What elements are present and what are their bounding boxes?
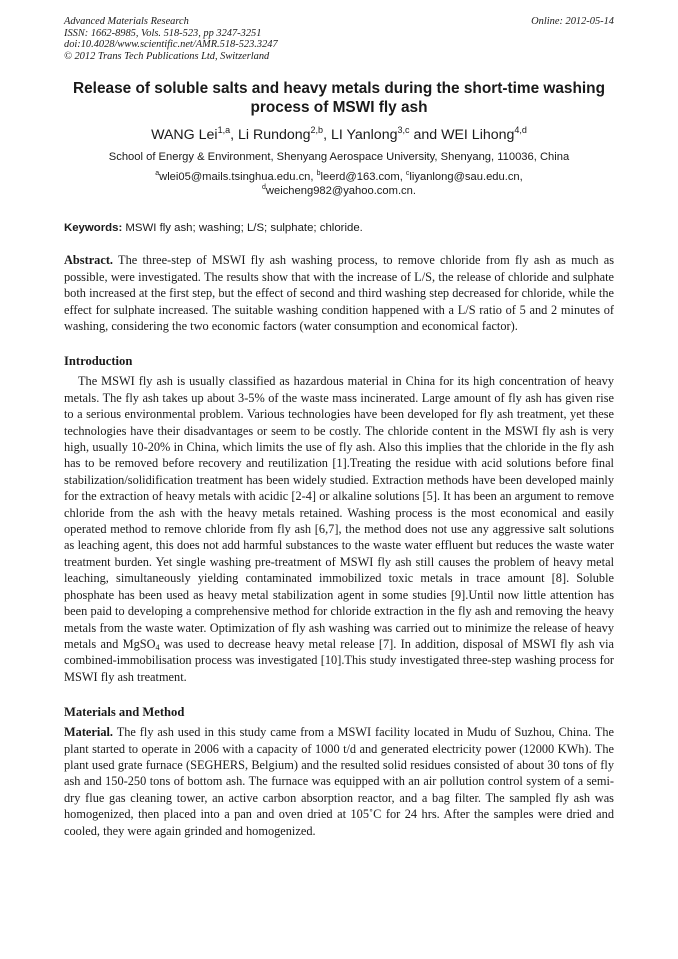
journal-header [64,16,614,62]
email-mark: c [405,170,410,178]
online-date: Online: 2012-05-14 [531,16,614,27]
email-separator: , [519,171,523,184]
author-name: WEI Lihong [441,127,515,144]
email-mark: a [155,170,160,178]
material-paragraph [64,724,614,839]
email-separator: , [310,171,317,184]
author-name: LI Yanlong [330,127,398,144]
abstract-text: The three-step of MSWI fly ash washing process, to remove chloride from fly ash as much as possible, were investigated. The results show that with the increase of L/S, the release of chloride and sulphate both increased at the first step, but the effect of second and third washing step decreased for chloride, while the effect for sulphate increased. The suitable washing condition happened with a L/S ratio of 5 and 2 minutes of washing, considering the two economic factors (water consumption and economical factor). [64,253,615,333]
email-line [64,170,614,184]
author-separator: and [409,127,442,144]
author-affiliation-mark: 4,d [514,125,527,136]
introduction-heading: Introduction [64,354,133,369]
email-link[interactable]: leerd@163.com [320,171,400,184]
journal-copyright: © 2012 Trans Tech Publications Ltd, Switzerland [64,50,270,62]
author-separator: , [230,127,238,144]
journal-name: Advanced Materials Research [64,16,189,27]
author-affiliation-mark: 1,a [217,125,231,136]
author-affiliation-mark: 2,b [310,125,324,136]
email-link[interactable]: liyanlong@sau.edu.cn [409,171,520,184]
email-mark: d [262,184,266,192]
author-name: Li Rundong [237,127,311,144]
email-list [64,170,614,198]
author-separator: , [323,127,331,144]
introduction-text-cont: was used to decrease heavy metal release [7]. In addition, disposal of MSWI fly ash via combined-immobilisation process was investigated [10].This study investigated three-step washing process for MSWI fly ash treatment. [64,636,614,684]
material-label: Material. [64,725,114,740]
journal-doi: doi:10.4028/www.scientific.net/AMR.518-523.3247 [64,39,278,51]
journal-issn: ISSN: 1662-8985, Vols. 518-523, pp 3247-3251 [64,27,262,39]
subscript: 4 [155,642,160,652]
introduction-paragraph [64,373,614,685]
email-link[interactable]: wlei05@mails.tsinghua.edu.cn [159,171,311,184]
author-affiliation-mark: 3,c [397,125,410,136]
abstract [64,252,614,334]
material-text: The fly ash used in this study came from a MSWI facility located in Mudu of Suzhou, China. The plant started to operate in 2006 with a capacity of 1000 t/d and generated electricity power (12000 KWh). The plant used grate furnace (SEGHERS, Belgium) and the resulted solid residues consisted of about 30 tons of fly ash and 150-250 tons of bottom ash. The furnace was equipped with an air pollution control system of a semi-dry flue gas cleaning tower, an active carbon absorption reactor, and a bag filter. The sampled fly ash was homogenized, then placed into a pan and oven dried at 105˚C for 24 hrs. After the samples were dried and cooled, they were again grinded and homogenized. [64,725,614,838]
email-mark: b [316,170,321,178]
keywords-text: MSWI fly ash; washing; L/S; sulphate; chloride. [125,222,363,235]
keywords [64,221,614,235]
affiliation: School of Energy & Environment, Shenyang Aerospace University, Shenyang, 110036, China [108,151,570,164]
materials-heading: Materials and Method [64,705,185,720]
author-list [64,126,614,144]
email-separator: , [399,171,406,184]
author-name: WANG Lei [151,127,218,144]
abstract-label: Abstract. [64,253,114,268]
email-link[interactable]: weicheng982@yahoo.com.cn. [265,185,416,198]
paper-title: Release of soluble salts and heavy metals during the short-time washing process of MSWI fly ash [73,80,605,117]
email-line [64,184,614,198]
keywords-label: Keywords: [64,222,123,235]
introduction-text: The MSWI fly ash is usually classified as hazardous material in China for its high concentration of heavy metals. The fly ash takes up about 3-5% of the waste mass incinerated. Large amount of fly ash has given rise to a serious environmental problem. Various technologies have been developed for fly ash treatment, yet these technologies have their disadvantages or seem to be costly. The chloride content in the MSWI fly ash is very high, usually 10-20% in China, which limits the use of fly ash. Also this implies that the chloride in the fly ash has to be removed before recovery and reutilization [1].Treating the residue with acid solutions before final stabilization/solidification treatment has been widely studied. Extraction methods have been developed mainly for the extraction of heavy metals with acidic [2-4] or alkaline solutions [5]. It has been an argument to remove chloride from the ash with the heavy metals retained. Washing process is the most economical and easily operated method to remove chloride from fly ash [6,7], the method does not use any aggressive salt solutions as leaching agent, this does not add harmful substances to the waste water effluent but reduces the waste water treatment burden. Yet single washing pre-treatment of MSWI fly ash still causes the problem of heavy metal leaching, simultaneously yielding contaminated immobilized toxic metals in trace amount [8]. Soluble phosphate has been used as heavy metal stabilization agent in some studies [9].Until now little attention has been paid to developing a comprehensive method for chloride extraction in the fly ash and removing the heavy metals from the waste water. Optimization of fly ash washing was carried out to minimize the release of heavy metals and MgSO [64,374,614,651]
